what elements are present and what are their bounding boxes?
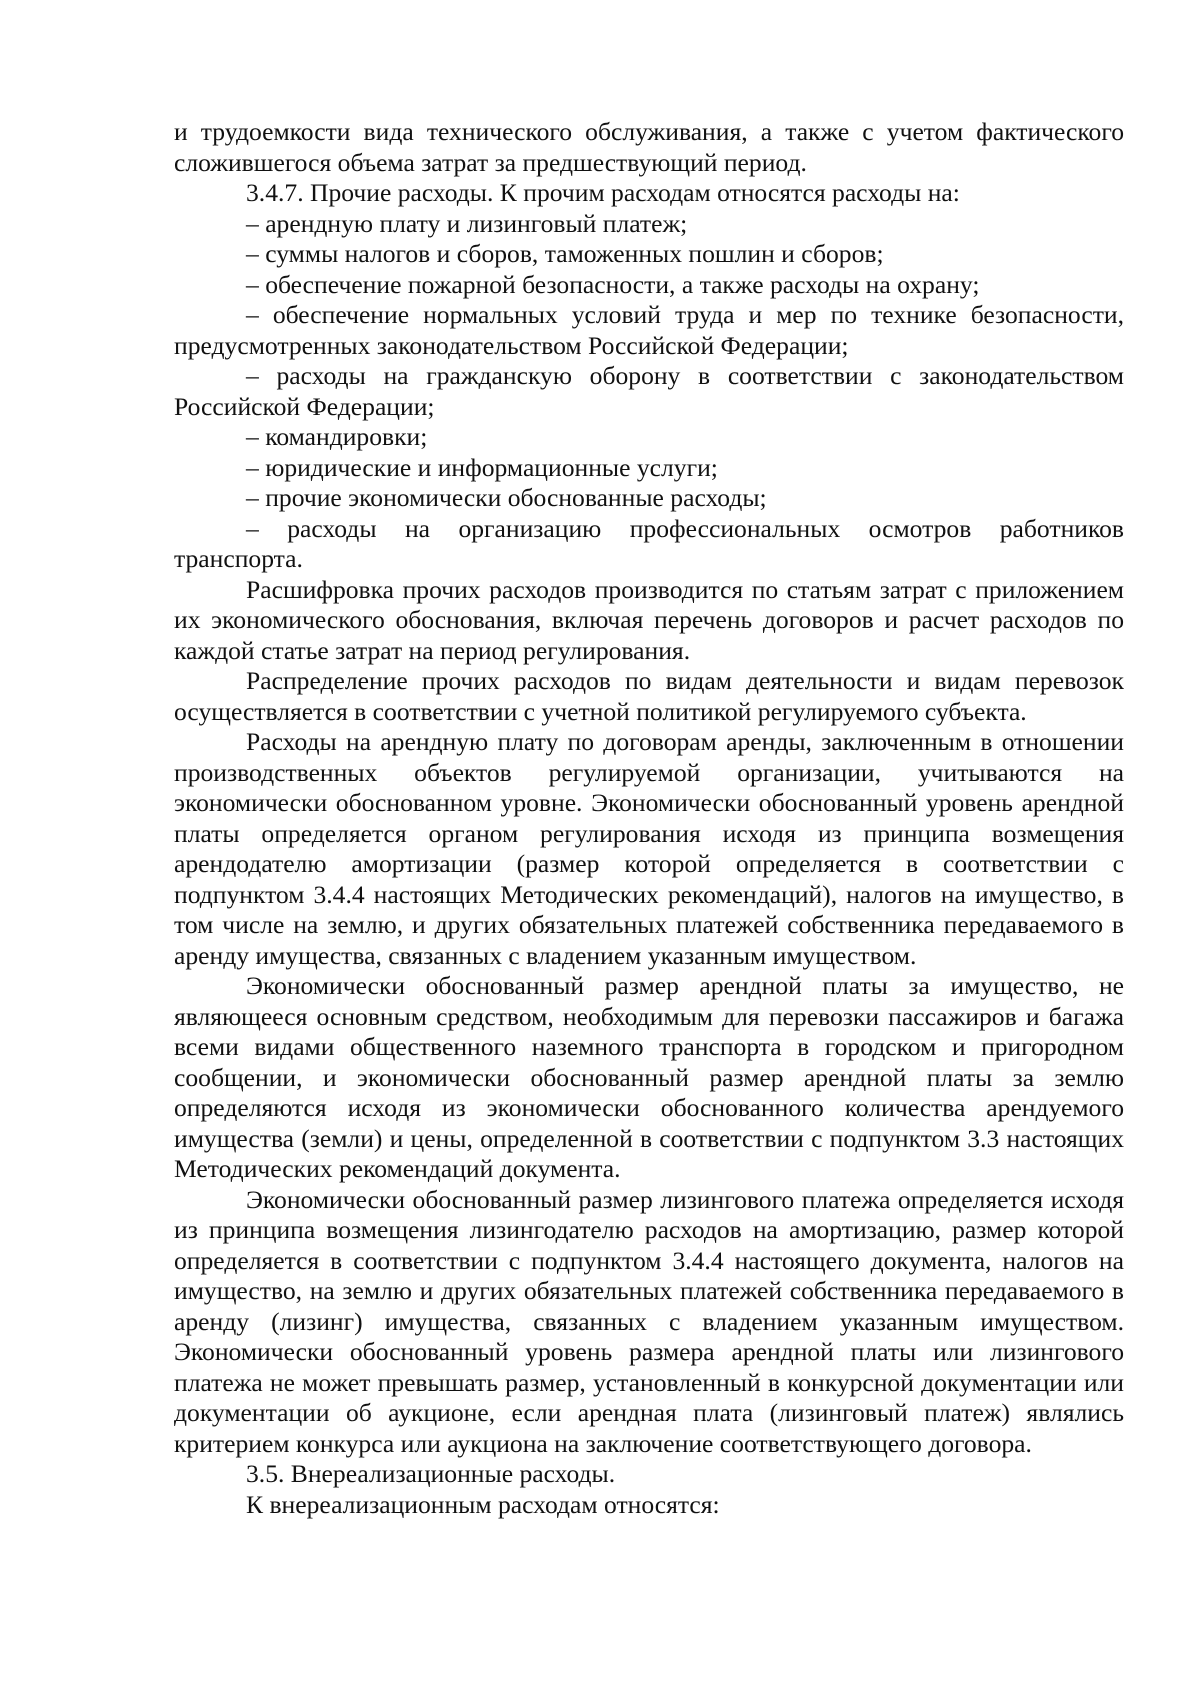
document-body <box>174 117 1124 1520</box>
paragraph-continuation: и трудоемкости вида технического обслуживания, а также с учетом фактического сложившегося объема затрат за предшествующий период. <box>174 117 1124 177</box>
paragraph: Расходы на арендную плату по договорам аренды, заключенным в отношении производственных объектов регулируемой организации, учитываются на экономически обоснованном уровне. Экономически обоснованный уровень арендной платы определяется органом регулирования исходя из принципа возмещения арендодателю амортизации (размер которой определяется в соответствии с подпунктом 3.4.4 настоящих Методических рекомендаций), налогов на имущество, в том числе на землю, и других обязательных платежей собственника передаваемого в аренду имущества, связанных с владением указанным имуществом. <box>174 727 1124 970</box>
paragraph: Экономически обоснованный размер лизингового платежа определяется исходя из принципа возмещения лизингодателю расходов на амортизацию, размер которой определяется в соответствии с подпунктом 3.4.4 настоящего документа, налогов на имущество, на землю и других обязательных платежей собственника передаваемого в аренду (лизинг) имущества, связанных с владением указанным имуществом. Экономически обоснованный уровень размера арендной платы или лизингового платежа не может превышать размер, установленный в конкурсной документации или документации об аукционе, если арендная плата (лизинговый платеж) являлись критерием конкурса или аукциона на заключение соответствующего договора. <box>174 1184 1124 1458</box>
list-item: – обеспечение пожарной безопасности, а также расходы на охрану; <box>246 269 980 299</box>
list-item: – прочие экономически обоснованные расходы; <box>246 483 767 512</box>
list-item: – расходы на организацию профессиональных осмотров работников транспорта. <box>174 513 1124 573</box>
list-item: – арендную плату и лизинговый платеж; <box>246 208 688 238</box>
list-item: – обеспечение нормальных условий труда и мер по технике безопасности, предусмотренных законодательством Российской Федерации; <box>174 300 1124 360</box>
list-item: – суммы налогов и сборов, таможенных пошлин и сборов; <box>246 239 884 268</box>
list-item: – командировки; <box>246 422 428 451</box>
paragraph: Экономически обоснованный размер арендной платы за имущество, не являющееся основным средством, необходимым для перевозки пассажиров и багажа всеми видами общественного наземного транспорта в городском и пригородном сообщении, и экономически обоснованный размер арендной платы за землю определяются исходя из экономически обоснованного количества арендуемого имущества (земли) и цены, определенной в соответствии с подпунктом 3.3 настоящих Методических рекомендаций документа. <box>174 971 1124 1183</box>
list-item: – юридические и информационные услуги; <box>246 452 718 482</box>
paragraph: Расшифровка прочих расходов производится по статьям затрат с приложением их экономического обоснования, включая перечень договоров и расчет расходов по каждой статье затрат на период регулирования. <box>174 574 1124 665</box>
paragraph: К внереализационным расходам относятся: <box>246 1489 720 1519</box>
section-heading-3-4-7: 3.4.7. Прочие расходы. К прочим расходам относятся расходы на: <box>246 178 960 207</box>
section-heading-3-5: 3.5. Внереализационные расходы. <box>246 1459 616 1488</box>
list-item: – расходы на гражданскую оборону в соответствии с законодательством Российской Федерации; <box>174 361 1124 421</box>
paragraph: Распределение прочих расходов по видам деятельности и видам перевозок осуществляется в соответствии с учетной политикой регулируемого субъекта. <box>174 666 1124 726</box>
